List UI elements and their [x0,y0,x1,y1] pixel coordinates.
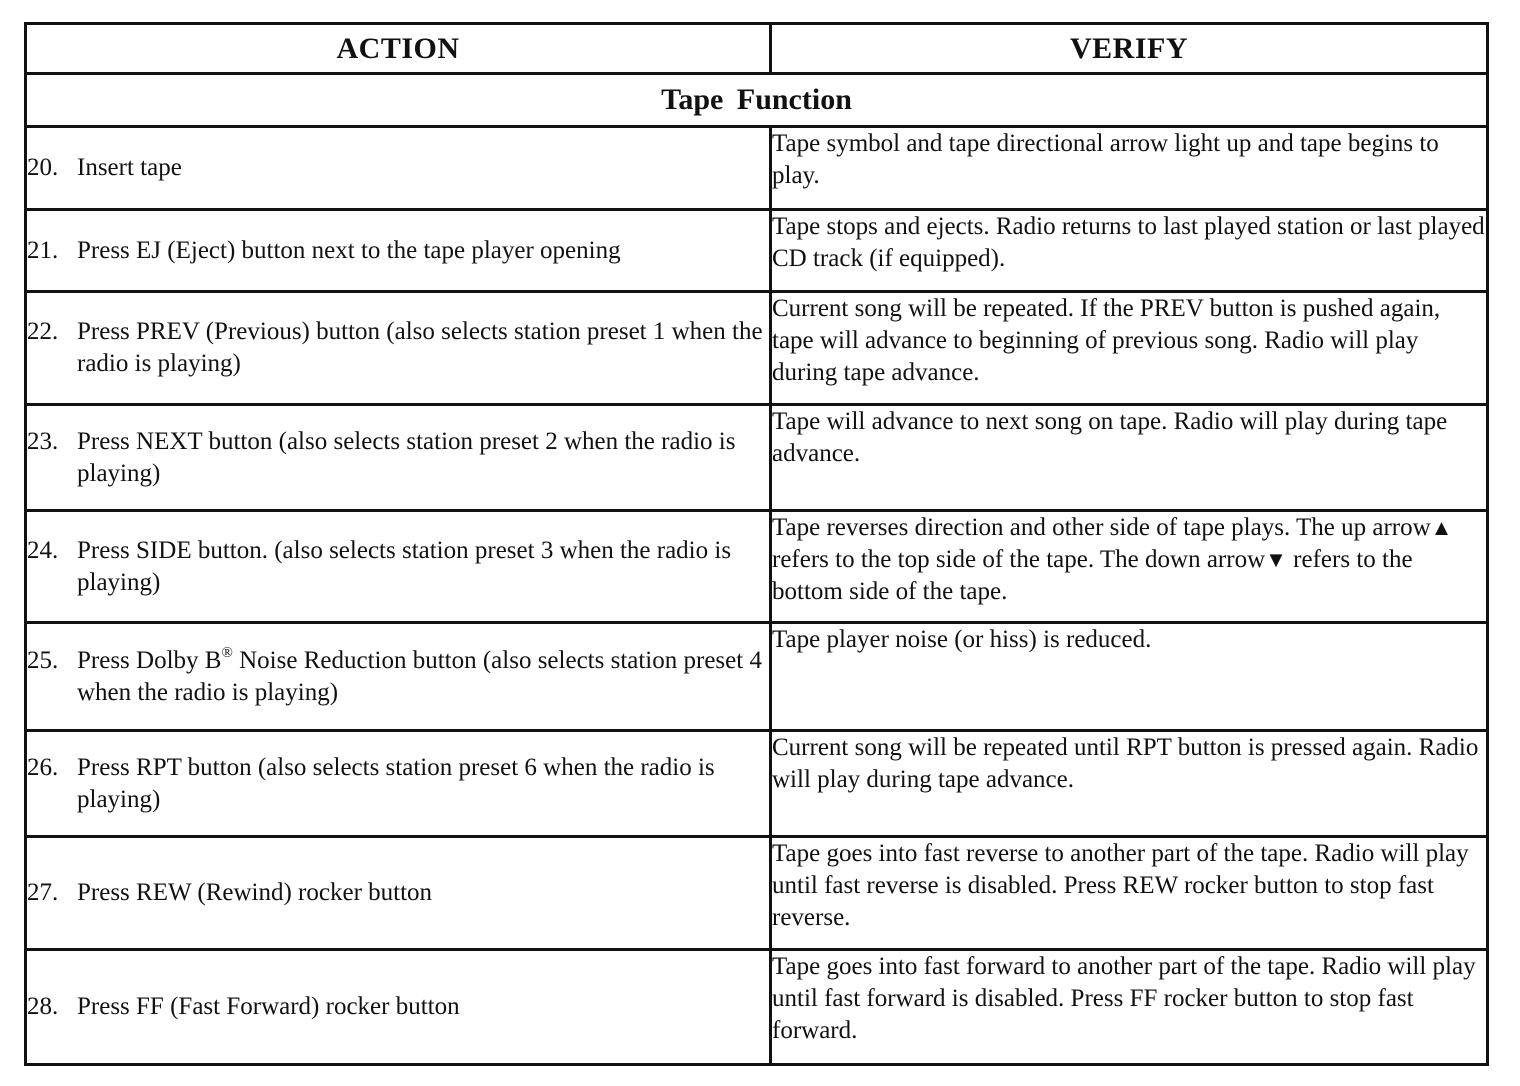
verify-column-header: VERIFY [771,24,1488,74]
step-number: 28. [27,993,59,1020]
table-row [26,950,1488,1065]
step-number: 26. [27,753,59,781]
table-row [26,210,1488,292]
action-cell [26,405,771,511]
verify-text-part: refers to the top side of the tape. The down arrow [772,546,1266,573]
step-number: 25. [27,646,59,674]
procedure-table [24,22,1489,1066]
table-row [26,127,1488,210]
action-text: Press FF (Fast Forward) rocker button [77,993,460,1020]
verify-cell: Current song will be repeated until RPT button is pressed again. Radio will play during tape advance. [771,731,1488,837]
step-number: 22. [27,318,59,345]
action-cell [26,837,771,950]
verify-cell: Tape will advance to next song on tape. Radio will play during tape advance. [771,405,1488,511]
action-cell [26,623,771,731]
verify-cell: Tape goes into fast forward to another part of the tape. Radio will play until fast forward is disabled. Press FF rocker button to stop fast forward. [771,950,1488,1065]
verify-cell: Tape goes into fast reverse to another part of the tape. Radio will play until fast reverse is disabled. Press REW rocker button to stop fast reverse. [771,837,1488,950]
action-cell [26,950,771,1065]
action-cell [26,127,771,210]
verify-text-part: refers to the bottom side of the tape. [772,546,1413,605]
table-row [26,405,1488,511]
verify-cell: Tape player noise (or hiss) is reduced. [771,623,1488,731]
action-text: Insert tape [77,154,182,181]
action-text: Press PREV (Previous) button (also selects station preset 1 when the radio is playing) [77,318,763,377]
action-cell [26,511,771,623]
table-header-row [26,24,1488,74]
action-text [77,645,769,709]
table-row [26,731,1488,837]
action-text-part: Noise Reduction button (also selects station preset 4 when the radio is playing) [77,646,762,706]
table-row [26,623,1488,731]
step-number: 23. [27,427,59,455]
action-text: Press SIDE button. (also selects station preset 3 when the radio is playing) [77,536,732,596]
table-row [26,511,1488,623]
down-arrow-icon: ▼ [1265,547,1287,572]
action-text: Press NEXT button (also selects station preset 2 when the radio is playing) [77,427,736,487]
section-title: Tape Function [26,74,1488,127]
procedure-sheet [24,22,1486,1063]
step-number: 21. [27,236,59,264]
action-cell [26,731,771,837]
verify-text-part: Tape reverses direction and other side of tape plays. The up arrow [772,514,1431,541]
up-arrow-icon: ▲ [1430,515,1453,540]
action-text: Press EJ (Eject) button next to the tape player opening [77,236,621,264]
verify-cell: Tape symbol and tape directional arrow light up and tape begins to play. [771,127,1488,210]
step-number: 27. [27,879,59,906]
action-column-header: ACTION [26,24,771,74]
table-row [26,292,1488,405]
table-row [26,837,1488,950]
action-text-part: Press Dolby B [77,646,222,674]
registered-mark: ® [221,644,233,661]
section-row [26,74,1488,127]
action-cell [26,292,771,405]
step-number: 24. [27,536,59,564]
verify-cell: Tape stops and ejects. Radio returns to last played station or last played CD track (if equipped). [771,210,1488,292]
action-cell [26,210,771,292]
verify-cell [771,511,1488,623]
step-number: 20. [27,154,59,181]
action-text: Press RPT button (also selects station preset 6 when the radio is playing) [77,753,715,813]
verify-cell: Current song will be repeated. If the PREV button is pushed again, tape will advance to beginning of previous song. Radio will play during tape advance. [771,292,1488,405]
action-text: Press REW (Rewind) rocker button [77,879,433,906]
